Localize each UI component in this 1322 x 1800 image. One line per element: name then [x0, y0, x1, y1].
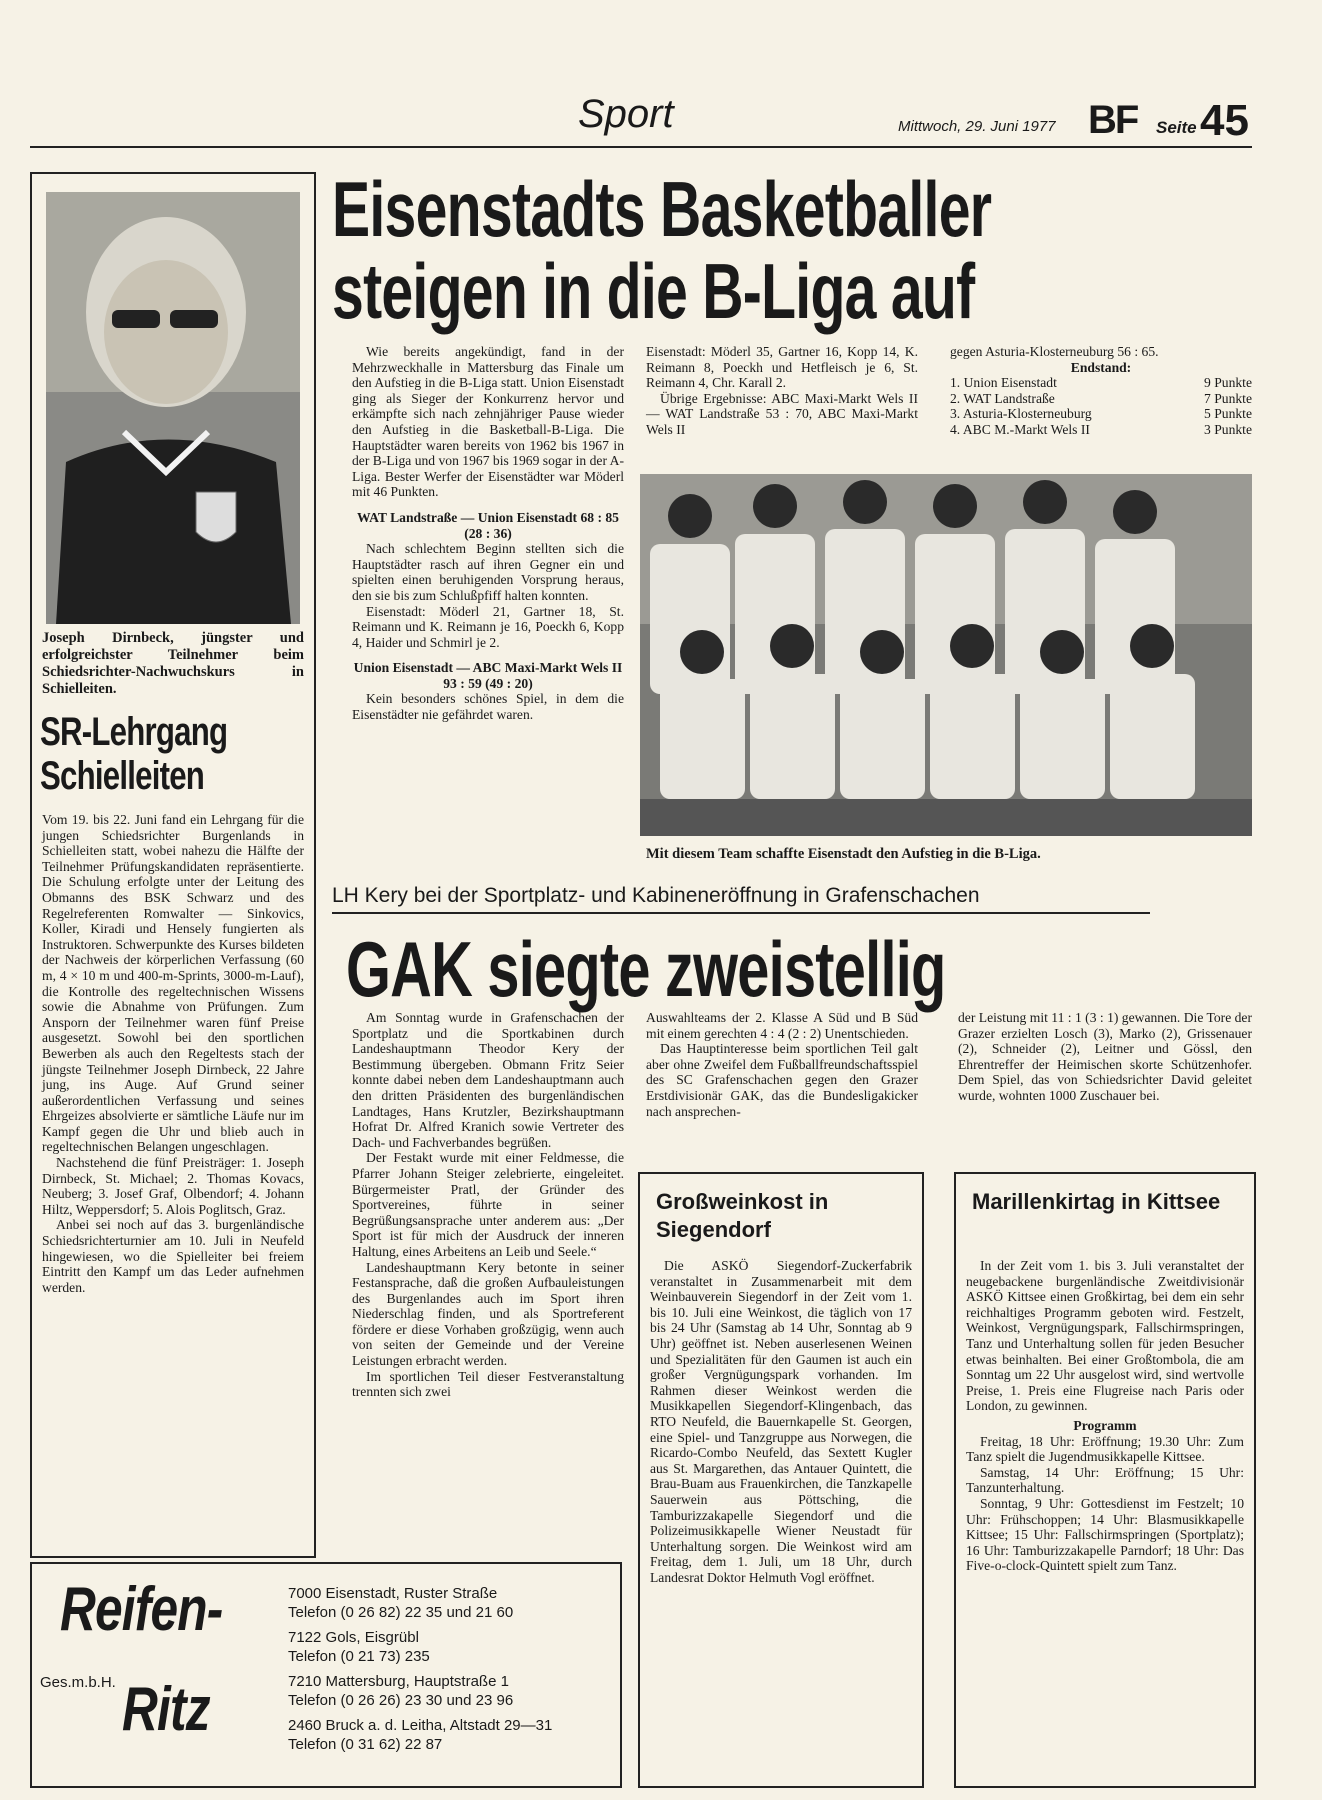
sidebar-headline-line2: Schielleiten	[40, 754, 205, 798]
gak-paragraph: Am Sonntag wurde in Grafenschachen der Sportplatz und die Sportkabinen durch Landeshauptmann Theodor Kery der Bestimmung übergeben. Obmann Fritz Seier konnte dabei neben dem Landeshauptmann auch den dritten Präsidenten des burgenländischen Landtages, Hans Krutzler, Bezirkshauptmann Hofrat Dr. Alfred Kranich sowie Vertreter des Dach- und Fachverbandes begrüßen.	[352, 1010, 624, 1150]
referee-portrait-photo	[46, 192, 300, 624]
gak-kicker: LH Kery bei der Sportplatz- und Kabineneröffnung in Grafenschachen	[332, 884, 980, 907]
sidebar-body	[42, 812, 304, 1295]
weinkost-paragraph: Die ASKÖ Siegendorf-Zuckerfabrik veranstaltet in Zusammenarbeit mit dem Weinbauverein Siegendorf in der Zeit vom 1. bis 10. Juli eine Weinkost, die täglich von 17 bis 24 Uhr (Samstag ab 14 Uhr, Sonntag ab 9 Uhr) geöffnet ist. Neben auserlesenen Weinen und Spezialitäten für den Gaumen ist auch ein großer Vergnügungspark vorhanden. Im Rahmen dieser Weinkost werden die Musikkapellen Siegendorf-Klingenbach, das RTO Neufeld, die Bauernkapelle St. Georgen, eine Spiel- und Tanzgruppe aus Norwegen, die Ricardo-Combo Neufeld, das Sextett Kugler aus St. Margarethen, das Antauer Quintett, die Brau-Buam aus Frauenkirchen, die Tanzkapelle Sauerwein aus Pöttsching, die Tamburizzakapelle Siegendorf und die Polizeimusikkapelle Wiener Neustadt für Unterhaltung sorgen. Die Weinkost wird am Freitag, dem 1. Juli, um 18 Uhr, durch Landesrat Doktor Helmuth Vogl eröffnet.	[650, 1258, 912, 1585]
page-label: Seite	[1156, 118, 1197, 137]
sidebar-paragraph: Vom 19. bis 22. Juni fand ein Lehrgang für die jungen Schiedsrichter Burgenlands in Schielleiten statt, wobei nahezu die Hälfte der Teilnehmer Prüfungskandidaten repräsentierte. Die Schulung erfolgte unter der Leitung des Obmanns des BSK Schwarz und des Regelreferenten Romwalter — Sinkovics, Koller, Kiradi und Hensely fungierten als Instruktoren. Schwerpunkte des Kurses bildeten der Nachweis der körperlichen Verfassung (60 m, 4 × 10 m und 400-m-Sprints, 3000-m-Lauf), die Kontrolle des regeltechnischen Wissens sowie die Abnahme von Prüfungen. Zum Ansporn der Teilnehmer waren fünf Preise ausgesetzt. Sowohl bei den sportlichen Bewerben als auch den Regeltests stach der jüngste Teilnehmer Joseph Dirnbeck, 22 Jahre jung, ins Auge. Auf Grund seiner außerordentlichen Verfassung und seines Ehrgeizes absolvierte er sämtliche Läufe nur im Kampf gegen die Uhr und blieb auch in regeltechnischen Belangen ungeschlagen.	[42, 812, 304, 1155]
gak-headline: GAK siegte zweistellig	[346, 925, 946, 1013]
kirtag-body	[966, 1258, 1244, 1574]
ad-brand-suffix: Ges.m.b.H.	[40, 1674, 116, 1691]
reifen-ritz-ad	[30, 1562, 622, 1788]
other-results: Übrige Ergebnisse: ABC Maxi-Markt Wels II — WAT Landstraße 53 : 70, ABC Maxi-Markt Wels II	[646, 390, 918, 437]
weinkost-body	[650, 1258, 912, 1585]
sidebar-headline-line1: SR-Lehrgang	[40, 710, 228, 754]
standings-row: 1. Union Eisenstadt 9 Punkte	[950, 375, 1252, 391]
standings-row: 2. WAT Landstraße 7 Punkte	[950, 390, 1252, 406]
ad-location: 7210 Mattersburg, Hauptstraße 1 Telefon (0 26 26) 23 30 und 23 96	[288, 1673, 514, 1709]
gak-kicker-underline	[332, 912, 1150, 914]
ad-locations	[288, 1584, 608, 1754]
header-rule	[30, 146, 1252, 148]
weinkost-box	[638, 1172, 924, 1788]
sidebar-paragraph: Anbei sei noch auf das 3. burgenländische Schiedsrichterturnier am 10. Juli in Neufeld hingewiesen, wo die Spielleiter bei freiem Eintritt den Kampf um das Leder aufnehmen werden.	[42, 1217, 304, 1295]
ad-brand-line1: Reifen-	[60, 1575, 223, 1644]
sidebar-paragraph: Nachstehend die fünf Preisträger: 1. Joseph Dirnbeck, St. Michael; 2. Thomas Kovacs, Neuberg; 3. Josef Graf, Olbendorf; 4. Johann Hiltz, Weppersdorf; 5. Alois Poglitsch, Graz.	[42, 1155, 304, 1217]
gak-paragraph: Landeshauptmann Kery betonte in seiner Festansprache, daß die großen Aufbauleistungen des Burgenlandes auch im Sport ihren Niederschlag finden, und als Sportreferent fördere er diese Vorhaben großzügig, wenn auch von seiten der Gemeinde und der Vereine Leistungen erbracht werden.	[352, 1259, 624, 1369]
standings-table	[950, 375, 1252, 437]
standings-row: 4. ABC M.-Markt Wels II 3 Punkte	[950, 421, 1252, 437]
basketball-column-2	[646, 344, 918, 438]
weinkost-title: Großweinkost in Siegendorf	[656, 1189, 829, 1242]
standings-title: Endstand:	[1070, 359, 1132, 375]
ad-location: 7000 Eisenstadt, Ruster Straße Telefon (0 26 82) 22 35 und 21 60	[288, 1585, 514, 1621]
program-item: Samstag, 14 Uhr: Eröffnung; 15 Uhr: Tanzunterhaltung.	[966, 1464, 1244, 1496]
gak-paragraph: Auswahlteams der 2. Klasse A Süd und B Süd mit einem gerechten 4 : 4 (2 : 2) Unentschieden.	[646, 1010, 918, 1041]
page-number: 45	[1200, 96, 1249, 145]
program-title: Programm	[1073, 1417, 1137, 1433]
basketball-column-1	[352, 344, 624, 723]
gak-column-1	[352, 1010, 624, 1400]
basketball-headline-line2: steigen in die B-Liga auf	[332, 247, 975, 335]
sidebar-photo-caption: Joseph Dirnbeck, jüngster und erfolgreichster Teilnehmer beim Schiedsrichter-Nachwuchskurs in Schielleiten.	[42, 630, 304, 697]
issue-date: Mittwoch, 29. Juni 1977	[898, 118, 1056, 135]
basketball-headline-line1: Eisenstadts Basketballer	[332, 165, 992, 253]
ad-brand-line2: Ritz	[122, 1675, 210, 1744]
newspaper-logo: BF	[1088, 98, 1138, 142]
kirtag-box	[954, 1172, 1256, 1788]
match1-scorers: Eisenstadt: Möderl 21, Gartner 18, St. Reimann und K. Reimann je 16, Poeckh 6, Kopp 4, Haider und Schmirl je 2.	[352, 603, 624, 650]
gak-column-3	[958, 1010, 1252, 1104]
other-results-cont: gegen Asturia-Klosterneuburg 56 : 65.	[950, 344, 1159, 359]
ad-location: 2460 Bruck a. d. Leitha, Altstadt 29—31 Telefon (0 31 62) 22 87	[288, 1717, 553, 1753]
match2-text: Kein besonders schönes Spiel, in dem die Eisenstädter nie gefährdet waren.	[352, 691, 624, 723]
gak-paragraph: Das Hauptinteresse beim sportlichen Teil galt aber ohne Zweifel dem Fußballfreundschaftsspiel des SC Grafenschachen gegen den Grazer Erstdivisionär GAK, das die Bundesligakicker nach ansprechen-	[646, 1041, 918, 1119]
gak-paragraph: der Leistung mit 11 : 1 (3 : 1) gewannen. Die Tore der Grazer erzielten Losch (3), Marko (2), Grissenauer (2), Schneider (2), Leitner und Gössl, den Ehrentreffer der Heimischen skorte Schützenhofer. Dem Spiel, das von Schiedsrichter David geleitet wurde, wohnten 1000 Zuschauer bei.	[958, 1010, 1252, 1103]
basketball-team-photo	[640, 474, 1252, 836]
program-item: Sonntag, 9 Uhr: Gottesdienst im Festzelt; 10 Uhr: Frühschoppen; 14 Uhr: Blasmusikkapelle Kittsee; 15 Uhr: Fallschirmspringen (Sportplatz); 16 Uhr: Tamburizzakapelle Parndorf; 18 Uhr: Das Five-o-clock-Quintett spielt zum Tanz.	[966, 1495, 1244, 1574]
gak-paragraph: Der Festakt wurde mit einer Feldmesse, die Pfarrer Johann Steiger zelebrierte, eingeleitet. Bürgermeister Pratl, der Gründer des Sportvereines, führte in seiner Begrüßungsansprache unter anderem aus: „Der Sport ist für mich der Ausdruck der inneren Haltung, eines Arbeitens an Leib und Seele.“	[352, 1150, 624, 1259]
basketball-scorers: Eisenstadt: Möderl 35, Gartner 16, Kopp 14, K. Reimann 8, Poeckh und Hetfleisch je 6, St. Reimann 4, Chr. Karall 2.	[646, 344, 918, 391]
team-photo-caption: Mit diesem Team schaffte Eisenstadt den Aufstieg in die B-Liga.	[646, 846, 1041, 862]
match1-text: Nach schlechtem Beginn stellten sich die Hauptstädter rasch auf ihren Gegner ein und spielten einen beruhigenden Vorsprung heraus, den sie bis zum Schlußpfiff halten konnten.	[352, 541, 624, 603]
match1-title: WAT Landstraße — Union Eisenstadt 68 : 85 (28 : 36)	[357, 509, 619, 541]
ad-location: 7122 Gols, Eisgrübl Telefon (0 21 73) 235	[288, 1629, 430, 1665]
gak-paragraph: Im sportlichen Teil dieser Festveranstaltung trennten sich zwei	[352, 1368, 624, 1400]
match2-title: Union Eisenstadt — ABC Maxi-Markt Wels II 93 : 59 (49 : 20)	[353, 660, 623, 691]
kirtag-paragraph: In der Zeit vom 1. bis 3. Juli veranstaltet der neugebackene burgenländische Zweitdivisionär ASKÖ Kittsee einen Großkirtag, bei dem ein sehr reichhaltiges Programm geboten wird. Festzelt, Weinkost, Vergnügungspark, Fallschirmspringen, Tanz und Unterhaltung sollen für jeden Besucher etwas beinhalten. Bei einer Großtombola, die am Sonntag um 22 Uhr ausgelost wird, sind wertvolle Preise, 1. Preis eine Flugreise nach Paris oder London, zu gewinnen.	[966, 1258, 1244, 1414]
section-title: Sport	[578, 92, 674, 136]
sidebar-article	[30, 172, 316, 1558]
kirtag-title: Marillenkirtag in Kittsee	[972, 1189, 1221, 1214]
program-item: Freitag, 18 Uhr: Eröffnung; 19.30 Uhr: Zum Tanz spielt die Jugendmusikkapelle Kittsee.	[966, 1433, 1244, 1465]
basketball-paragraph: Wie bereits angekündigt, fand in der Mehrzweckhalle in Mattersburg das Finale um den Aufstieg in die B-Liga statt. Union Eisenstadt ging als Sieger der Konkurrenz hervor und erkämpfte sich nach zehnjähriger Pause wieder den Aufstieg in die Basketball-B-Liga. Die Hauptstädter waren bereits von 1962 bis 1967 in der B-Liga und von 1967 bis 1969 sogar in der A-Liga. Bester Werfer der Eisenstädter war Möderl mit 46 Punkten.	[352, 344, 624, 500]
basketball-column-3	[950, 344, 1252, 438]
gak-column-2	[646, 1010, 918, 1119]
standings-row: 3. Asturia-Klosterneuburg 5 Punkte	[950, 406, 1252, 422]
page-header	[0, 0, 1322, 150]
